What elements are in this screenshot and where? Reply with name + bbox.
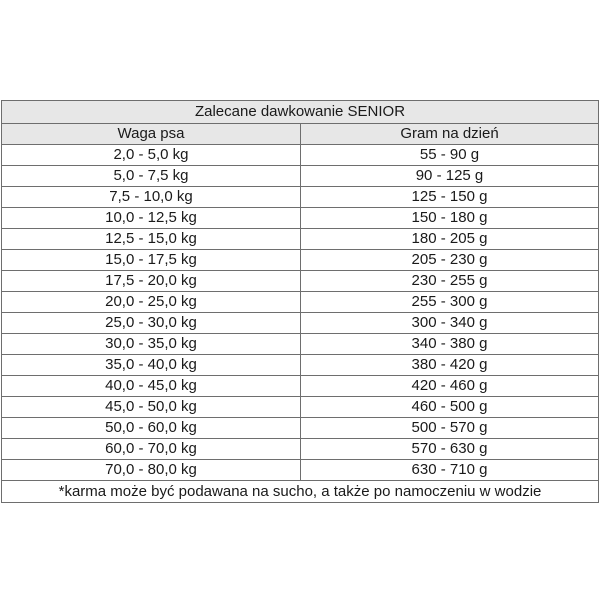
grams-cell: 90 - 125 g [301,166,599,187]
table-body [2,145,599,481]
table-row [2,460,599,481]
weight-cell: 50,0 - 60,0 kg [2,418,301,439]
grams-cell: 420 - 460 g [301,376,599,397]
weight-cell: 5,0 - 7,5 kg [2,166,301,187]
table-row [2,376,599,397]
title-row [2,101,599,124]
table-row [2,313,599,334]
weight-cell: 12,5 - 15,0 kg [2,229,301,250]
grams-cell: 230 - 255 g [301,271,599,292]
table-row [2,397,599,418]
weight-cell: 40,0 - 45,0 kg [2,376,301,397]
grams-cell: 150 - 180 g [301,208,599,229]
footnote-row [2,481,599,503]
weight-cell: 7,5 - 10,0 kg [2,187,301,208]
table-row [2,208,599,229]
footnote: *karma może być podawana na sucho, a także po namoczeniu w wodzie [2,481,599,503]
grams-cell: 460 - 500 g [301,397,599,418]
weight-cell: 10,0 - 12,5 kg [2,208,301,229]
grams-cell: 630 - 710 g [301,460,599,481]
table-row [2,250,599,271]
table-row [2,355,599,376]
table-title: Zalecane dawkowanie SENIOR [2,101,599,124]
weight-cell: 15,0 - 17,5 kg [2,250,301,271]
dosage-table [1,100,599,503]
weight-cell: 20,0 - 25,0 kg [2,292,301,313]
grams-cell: 255 - 300 g [301,292,599,313]
column-header-weight: Waga psa [2,124,301,145]
table-row [2,418,599,439]
table-row [2,145,599,166]
weight-cell: 60,0 - 70,0 kg [2,439,301,460]
weight-cell: 35,0 - 40,0 kg [2,355,301,376]
weight-cell: 45,0 - 50,0 kg [2,397,301,418]
grams-cell: 570 - 630 g [301,439,599,460]
column-header-grams: Gram na dzień [301,124,599,145]
table-row [2,229,599,250]
grams-cell: 300 - 340 g [301,313,599,334]
table-row [2,271,599,292]
grams-cell: 500 - 570 g [301,418,599,439]
table-row [2,166,599,187]
grams-cell: 125 - 150 g [301,187,599,208]
weight-cell: 30,0 - 35,0 kg [2,334,301,355]
grams-cell: 205 - 230 g [301,250,599,271]
grams-cell: 380 - 420 g [301,355,599,376]
table-row [2,292,599,313]
weight-cell: 2,0 - 5,0 kg [2,145,301,166]
weight-cell: 17,5 - 20,0 kg [2,271,301,292]
table-row [2,439,599,460]
grams-cell: 55 - 90 g [301,145,599,166]
table-row [2,334,599,355]
table-row [2,187,599,208]
grams-cell: 340 - 380 g [301,334,599,355]
header-row [2,124,599,145]
weight-cell: 70,0 - 80,0 kg [2,460,301,481]
grams-cell: 180 - 205 g [301,229,599,250]
weight-cell: 25,0 - 30,0 kg [2,313,301,334]
